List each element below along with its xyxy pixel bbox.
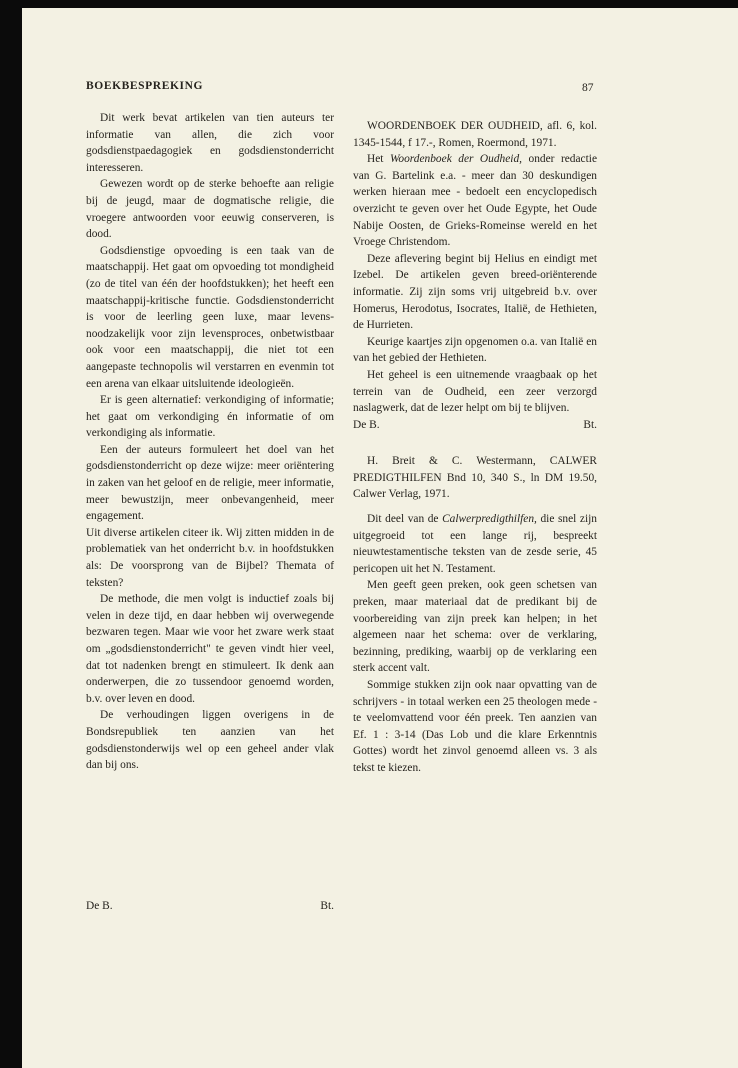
left-column (86, 110, 334, 774)
paragraph: Deze aflevering begint bij Helius en eindigt met Izebel. De artikelen geven breed-oriënterende informatie. Zij zijn soms vrij uitgebreid b.v. over Homerus, Herodotus, Isocrates, Italië, de Hethieten, de Hurrieten. (353, 252, 597, 332)
paragraph: Men geeft geen preken, ook geen schetsen van preken, maar materiaal dat de predikant bij de voorbereiding van zijn preek kan helpen; in het algemeen naar het schema: over de verklaring, bezinning, prediking, waarbij op de verklaring een sterk accent valt. (353, 579, 597, 675)
paragraph: Een der auteurs formuleert het doel van het godsdienstonderricht op deze wijze: meer oriëntering in zaken van het geloof en de religie, meer informatie, meer bewustzijn, meer onbevangenheid, meer engagement. (86, 443, 334, 523)
reviewer-abbrev: Bt. (320, 900, 334, 912)
paragraph: De methode, die men volgt is inductief zoals bij velen in deze tijd, en daar hebben wij overwegende bezwaren tegen. Maar wie voor het zware werk staat om „godsdienstonderricht" te geven vindt hier veel, dat tot nadenken brengt en stimuleert. Ik denk aan onderwerpen, die zo tussendoor genoemd worden, b.v. over leven en dood. (86, 593, 334, 705)
book-entry-heading: H. Breit & C. Westermann, CALWER PREDIGTHILFEN Bnd 10, 340 S., ln DM 19.50, Calwer Verlag, 1971. (353, 455, 597, 501)
paragraph: Het Woordenboek der Oudheid, onder redactie van G. Bartelink e.a. - meer dan 30 deskundigen werken hieraan mee - bedoelt een encyclopedisch overzicht te geven over het Oude Egypte, het Oude Nabije Oosten, de Grieks-Romeinse wereld en het Vroege Christendom. (353, 153, 597, 249)
scan-border-left (0, 0, 22, 1068)
reviewer-initials: De B. (86, 900, 113, 912)
reviewer-initials: De B. (353, 418, 380, 431)
book-title: Calwerpredigthilfen, (442, 513, 537, 526)
book-entry-heading: WOORDENBOEK DER OUDHEID, afl. 6, kol. 1345-1544, f 17.-, Romen, Roermond, 1971. (353, 120, 597, 149)
paragraph: Dit werk bevat artikelen van tien auteurs ter informatie van allen, die zich voor godsdienstpaedagogiek en godsdienstonderricht interesseren. (86, 112, 334, 174)
reviewer-abbrev: Bt. (583, 418, 597, 431)
paragraph: Sommige stukken zijn ook naar opvatting van de schrijvers - in totaal werken een 25 theologen mede - te veelomvattend voor één preek. Ten aanzien van Ef. 1 : 3-14 (Das Lob und die klare Erkenntnis Gottes) wordt het zinvol genoemd alleen vs. 3 als tekst te kiezen. (353, 679, 597, 774)
right-column (353, 110, 597, 777)
paragraph: Gewezen wordt op de sterke behoefte aan religie bij de jeugd, maar de dogmatische religie, die vroegere antwoorden voor eeuwig conserveren, is dood. (86, 178, 334, 241)
review-signature (353, 417, 597, 434)
paragraph: Er is geen alternatief: verkondiging of informatie; het gaat om verkondiging én informatie of om verkondiging als informatie. (86, 394, 334, 440)
paragraph: Uit diverse artikelen citeer ik. Wij zitten midden in de problematiek van het onderricht b.v. in hoofdstukken als: De voorsprong van de Bijbel? Themata of teksten? (86, 526, 334, 589)
review-signature (86, 900, 334, 912)
scan-border-top (0, 0, 738, 8)
paragraph: Keurige kaartjes zijn opgenomen o.a. van Italië en van het gebied der Hethieten. (353, 335, 597, 365)
page-number: 87 (582, 82, 594, 94)
paragraph: Godsdienstige opvoeding is een taak van de maatschappij. Het gaat om opvoeding tot mondigheid (zo de titel van één der hoofdstukken); het heeft een maatschappij-kritische functie. Godsdienstonderricht is voor de leerling geen luxe, maar levensnoodzakelijk voor zijn levensproces, onbetwistbaar ook voor een maatschappij, die niet tot een aangepaste technopolis wil verstarren en evenmin tot een arena van elkaar uitsluitende ideologieën. (86, 244, 334, 390)
book-title: Woordenboek der Oudheid, (389, 153, 523, 166)
paragraph: Het geheel is een uitnemende vraagbaak op het terrein van de Oudheid, een zeer verzorgd naslagwerk, dat de lezer helpt om bij te blijven. (353, 368, 597, 415)
paragraph: De verhoudingen liggen overigens in de Bondsrepubliek ten aanzien van het godsdienstonderwijs wel op een geheel ander vlak dan bij ons. (86, 709, 334, 772)
running-header-title: BOEKBESPREKING (86, 80, 204, 92)
paragraph: Dit deel van de Calwerpredigthilfen, die snel zijn uitgegroeid tot een lange rij, bespreekt nieuwtestamentische teksten van de zesde serie, 45 pericopen uit het N. Testament. (353, 513, 597, 575)
